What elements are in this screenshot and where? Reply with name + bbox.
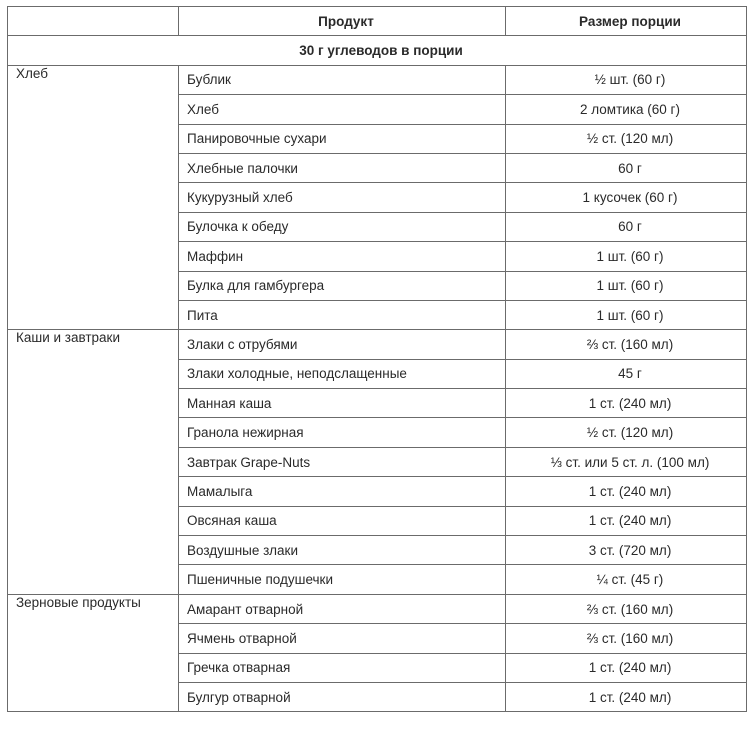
product-cell: Гречка отварная (179, 653, 506, 682)
portion-cell: ⅔ ст. (160 мл) (506, 624, 747, 653)
product-cell: Ячмень отварной (179, 624, 506, 653)
carb-portion-table (7, 6, 747, 712)
portion-cell: 1 шт. (60 г) (506, 242, 747, 271)
product-cell: Гранола нежирная (179, 418, 506, 447)
product-cell: Кукурузный хлеб (179, 183, 506, 212)
portion-cell: ½ ст. (120 мл) (506, 124, 747, 153)
portion-cell: 1 шт. (60 г) (506, 271, 747, 300)
product-cell: Завтрак Grape-Nuts (179, 447, 506, 476)
category-cell: Хлеб (8, 65, 179, 330)
portion-cell: 60 г (506, 212, 747, 241)
portion-cell: ½ шт. (60 г) (506, 65, 747, 94)
product-cell: Злаки холодные, неподслащенные (179, 359, 506, 388)
product-cell: Пита (179, 300, 506, 329)
portion-cell: ⅓ ст. или 5 ст. л. (100 мл) (506, 447, 747, 476)
portion-cell: 1 ст. (240 мл) (506, 477, 747, 506)
product-cell: Воздушные злаки (179, 536, 506, 565)
section-row (8, 36, 747, 65)
portion-cell: ⅔ ст. (160 мл) (506, 330, 747, 359)
product-cell: Злаки с отрубями (179, 330, 506, 359)
product-cell: Манная каша (179, 389, 506, 418)
product-cell: Амарант отварной (179, 594, 506, 623)
product-cell: Мамалыга (179, 477, 506, 506)
category-cell: Каши и завтраки (8, 330, 179, 595)
table-row (8, 594, 747, 623)
section-title: 30 г углеводов в порции (8, 36, 747, 65)
product-cell: Хлеб (179, 95, 506, 124)
product-cell: Пшеничные подушечки (179, 565, 506, 594)
table-row (8, 65, 747, 94)
header-category-cell (8, 7, 179, 36)
product-cell: Панировочные сухари (179, 124, 506, 153)
portion-cell: 1 ст. (240 мл) (506, 682, 747, 711)
product-cell: Бублик (179, 65, 506, 94)
portion-cell: 3 ст. (720 мл) (506, 536, 747, 565)
portion-cell: 45 г (506, 359, 747, 388)
portion-cell: ½ ст. (120 мл) (506, 418, 747, 447)
product-cell: Булочка к обеду (179, 212, 506, 241)
portion-cell: 60 г (506, 153, 747, 182)
portion-cell: 2 ломтика (60 г) (506, 95, 747, 124)
product-cell: Маффин (179, 242, 506, 271)
portion-cell: ⅔ ст. (160 мл) (506, 594, 747, 623)
portion-cell: 1 кусочек (60 г) (506, 183, 747, 212)
header-row (8, 7, 747, 36)
portion-cell: 1 ст. (240 мл) (506, 389, 747, 418)
product-cell: Овсяная каша (179, 506, 506, 535)
portion-cell: 1 шт. (60 г) (506, 300, 747, 329)
header-product: Продукт (179, 7, 506, 36)
category-cell: Зерновые продукты (8, 594, 179, 712)
product-cell: Булгур отварной (179, 682, 506, 711)
table-row (8, 330, 747, 359)
product-cell: Булка для гамбургера (179, 271, 506, 300)
portion-cell: 1 ст. (240 мл) (506, 506, 747, 535)
portion-cell: ¼ ст. (45 г) (506, 565, 747, 594)
portion-cell: 1 ст. (240 мл) (506, 653, 747, 682)
product-cell: Хлебные палочки (179, 153, 506, 182)
header-portion: Размер порции (506, 7, 747, 36)
